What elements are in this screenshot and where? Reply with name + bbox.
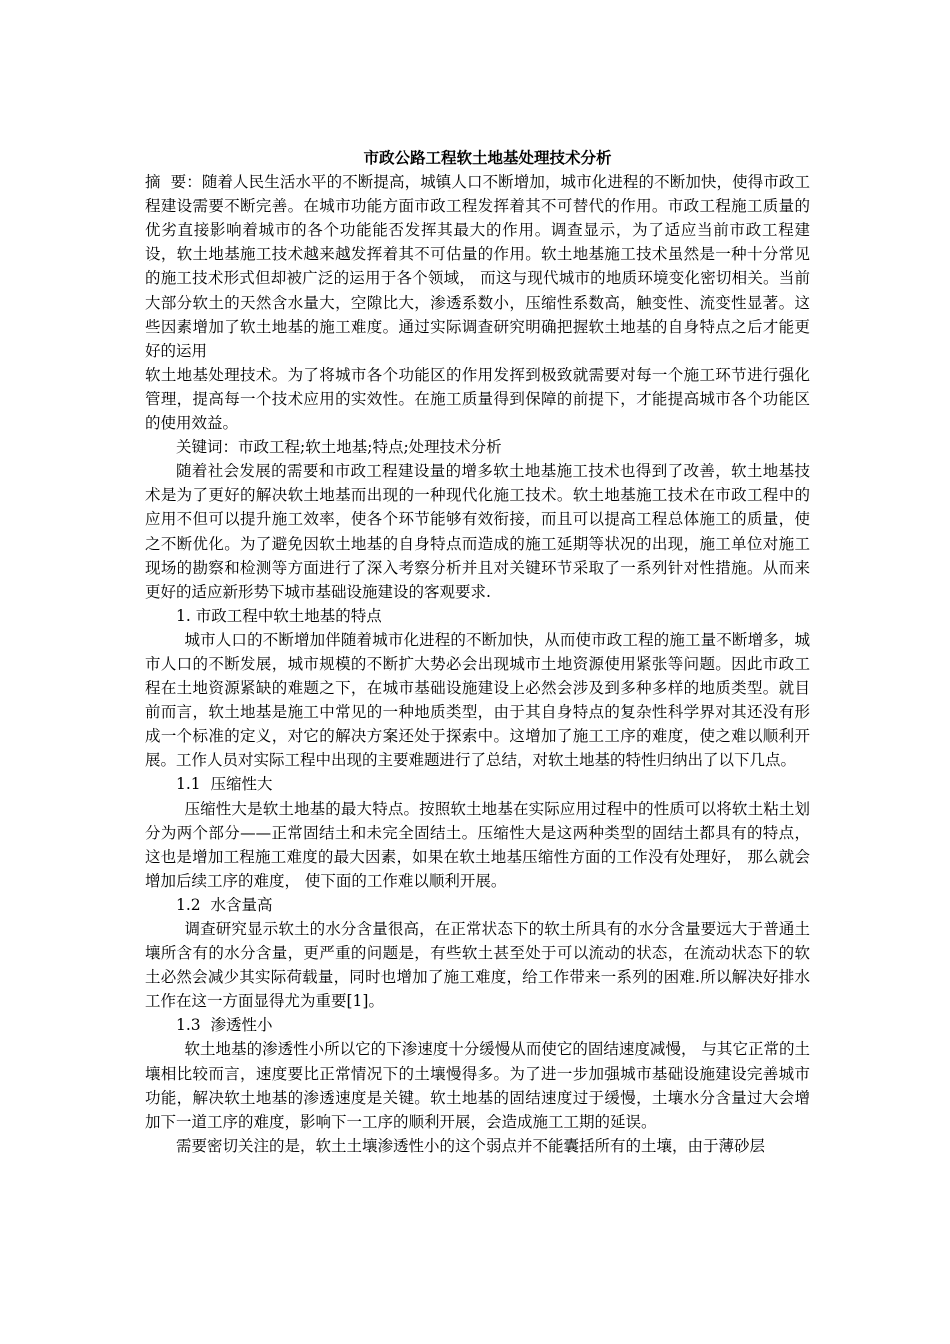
section-1-1-heading: 1.1 压缩性大 xyxy=(176,775,273,794)
section-1-3-paragraph-2: 需要密切关注的是，软土土壤渗透性小的这个弱点并不能囊括所有的土壤，由于薄砂层 xyxy=(176,1136,766,1155)
intro-paragraph: 随着社会发展的需要和市政工程建设量的增多软土地基施工技术也得到了改善，软土地基技术是为了更好的解决软土地基而出现的一种现代化施工技术。软土地基施工技术在市政工程中的应用不但可以提升施工效率，使各个环节能够有效衔接，而且可以提高工程总体施工的质量，使之不断优化。为了避免因软土地基的自身特点而造成的施工延期等状况的出现，施工单位对施工现场的勘察和检测等方面进行了深入考察分析并且对关键环节采取了一系列针对性措施。从而来更好的适应新形势下城市基础设施建设的客观要求. xyxy=(145,462,810,601)
keywords: 关键词：市政工程;软土地基;特点;处理技术分析 xyxy=(176,438,502,457)
section-1-2-heading: 1.2 水含量高 xyxy=(176,895,273,914)
section-1-3-heading: 1.3 渗透性小 xyxy=(176,1016,273,1035)
abstract-text: 随着人民生活水平的不断提高，城镇人口不断增加，城市化进程的不断加快，使得市政工程建设需要不断完善。在城市功能方面市政工程发挥着其不可替代的作用。市政工程施工质量的优劣直接影响着城市的各个功能能否发挥其最大的作用。调查显示，为了适应当前市政工程建设，软土地基施工技术越来越发挥着其不可估量的作用。软土地基施工技术虽然是一种十分常见的施工技术形式但却被广泛的运用于各个领域， 而这与现代城市的地质环境变化密切相关。当前大部分软土的天然含水量大，空隙比大，渗透系数小，压缩性系数高，触变性、流变性显著。这些因素增加了软土地基的施工难度。通过实际调查研究明确把握软土地基的自身特点之后才能更好的运用 xyxy=(145,173,810,360)
abstract-label: 摘 要： xyxy=(145,173,202,192)
section-1-2-paragraph: 调查研究显示软土的水分含量很高，在正常状态下的软土所具有的水分含量要远大于普通土壤所含有的水分含量，更严重的问题是，有些软土甚至处于可以流动的状态，在流动状态下的软土必然会减少其实际荷载量，同时也增加了施工难度，给工作带来一系列的困难.所以解决好排水工作在这一方面显得尤为重要[1]。 xyxy=(145,920,810,1011)
section-1-1-paragraph: 压缩性大是软土地基的最大特点。按照软土地基在实际应用过程中的性质可以将软土粘土划分为两个部分——正常固结土和未完全固结土。压缩性大是这两种类型的固结土都具有的特点，这也是增加工程施工难度的最大因素，如果在软土地基压缩性方面的工作没有处理好， 那么就会增加后续工序的难度， 使下面的工作难以顺利开展。 xyxy=(145,799,810,890)
document-title: 市政公路工程软土地基处理技术分析 xyxy=(363,148,612,167)
section-1-heading: 1. 市政工程中软土地基的特点 xyxy=(176,606,382,625)
document-page xyxy=(145,146,810,1158)
section-1-3-paragraph: 软土地基的渗透性小所以它的下渗速度十分缓慢从而使它的固结速度减慢， 与其它正常的土壤相比较而言，速度要比正常情况下的土壤慢得多。为了进一步加强城市基础设施建设完善城市功能，解决软土地基的渗透速度是关键。软土地基的固结速度过于缓慢，土壤水分含量过大会增加下一道工序的难度，影响下一工序的顺利开展，会造成施工工期的延误。 xyxy=(145,1040,810,1131)
abstract-continuation: 软土地基处理技术。为了将城市各个功能区的作用发挥到极致就需要对每一个施工环节进行强化管理，提高每一个技术应用的实效性。在施工质量得到保障的前提下，才能提高城市各个功能区的使用效益。 xyxy=(145,365,810,433)
section-1-paragraph: 城市人口的不断增加伴随着城市化进程的不断加快，从而使市政工程的施工量不断增多，城市人口的不断发展，城市规模的不断扩大势必会出现城市土地资源使用紧张等问题。因此市政工程在土地资源紧缺的难题之下，在城市基础设施建设上必然会涉及到多种多样的地质类型。就目前而言，软土地基是施工中常见的一种地质类型，由于其自身特点的复杂性科学界对其还没有形成一个标准的定义，对它的解决方案还处于探索中。这增加了施工工序的难度，使之难以顺利开展。工作人员对实际工程中出现的主要难题进行了总结，对软土地基的特性归纳出了以下几点。 xyxy=(145,630,810,770)
abstract-paragraph xyxy=(145,170,810,363)
